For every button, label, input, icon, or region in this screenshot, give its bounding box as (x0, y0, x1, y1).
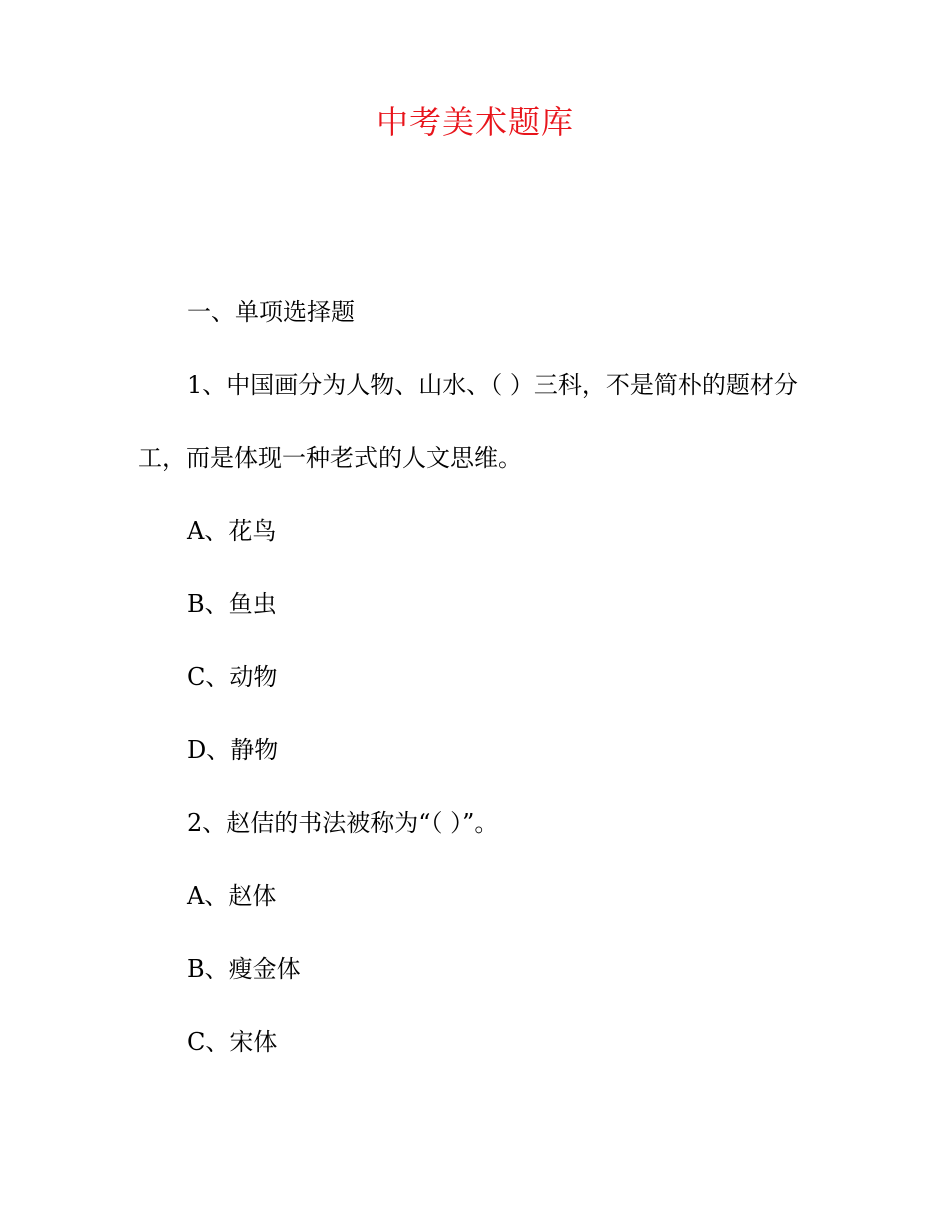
question-2-option-c: C、宋体 (187, 1028, 278, 1056)
question-1-option-c: C、动物 (187, 663, 278, 691)
question-1-option-b: B、鱼虫 (187, 590, 277, 618)
question-1-stem-line-2: 工，而是体现一种老式的人文思维。 (138, 444, 522, 472)
question-1-stem-line-1: 1、中国画分为人物、山水、（ ）三科，不是简朴的题材分 (187, 371, 798, 399)
question-2-option-a: A、赵体 (187, 882, 277, 910)
question-1-option-a: A、花鸟 (187, 517, 277, 545)
section-heading: 一、单项选择题 (187, 298, 355, 326)
question-2-option-b: B、瘦金体 (187, 955, 301, 983)
question-2-stem: 2、赵佶的书法被称为“（ ）”。 (187, 809, 499, 837)
question-1-option-d: D、静物 (187, 736, 279, 764)
page-title: 中考美术题库 (375, 103, 574, 141)
